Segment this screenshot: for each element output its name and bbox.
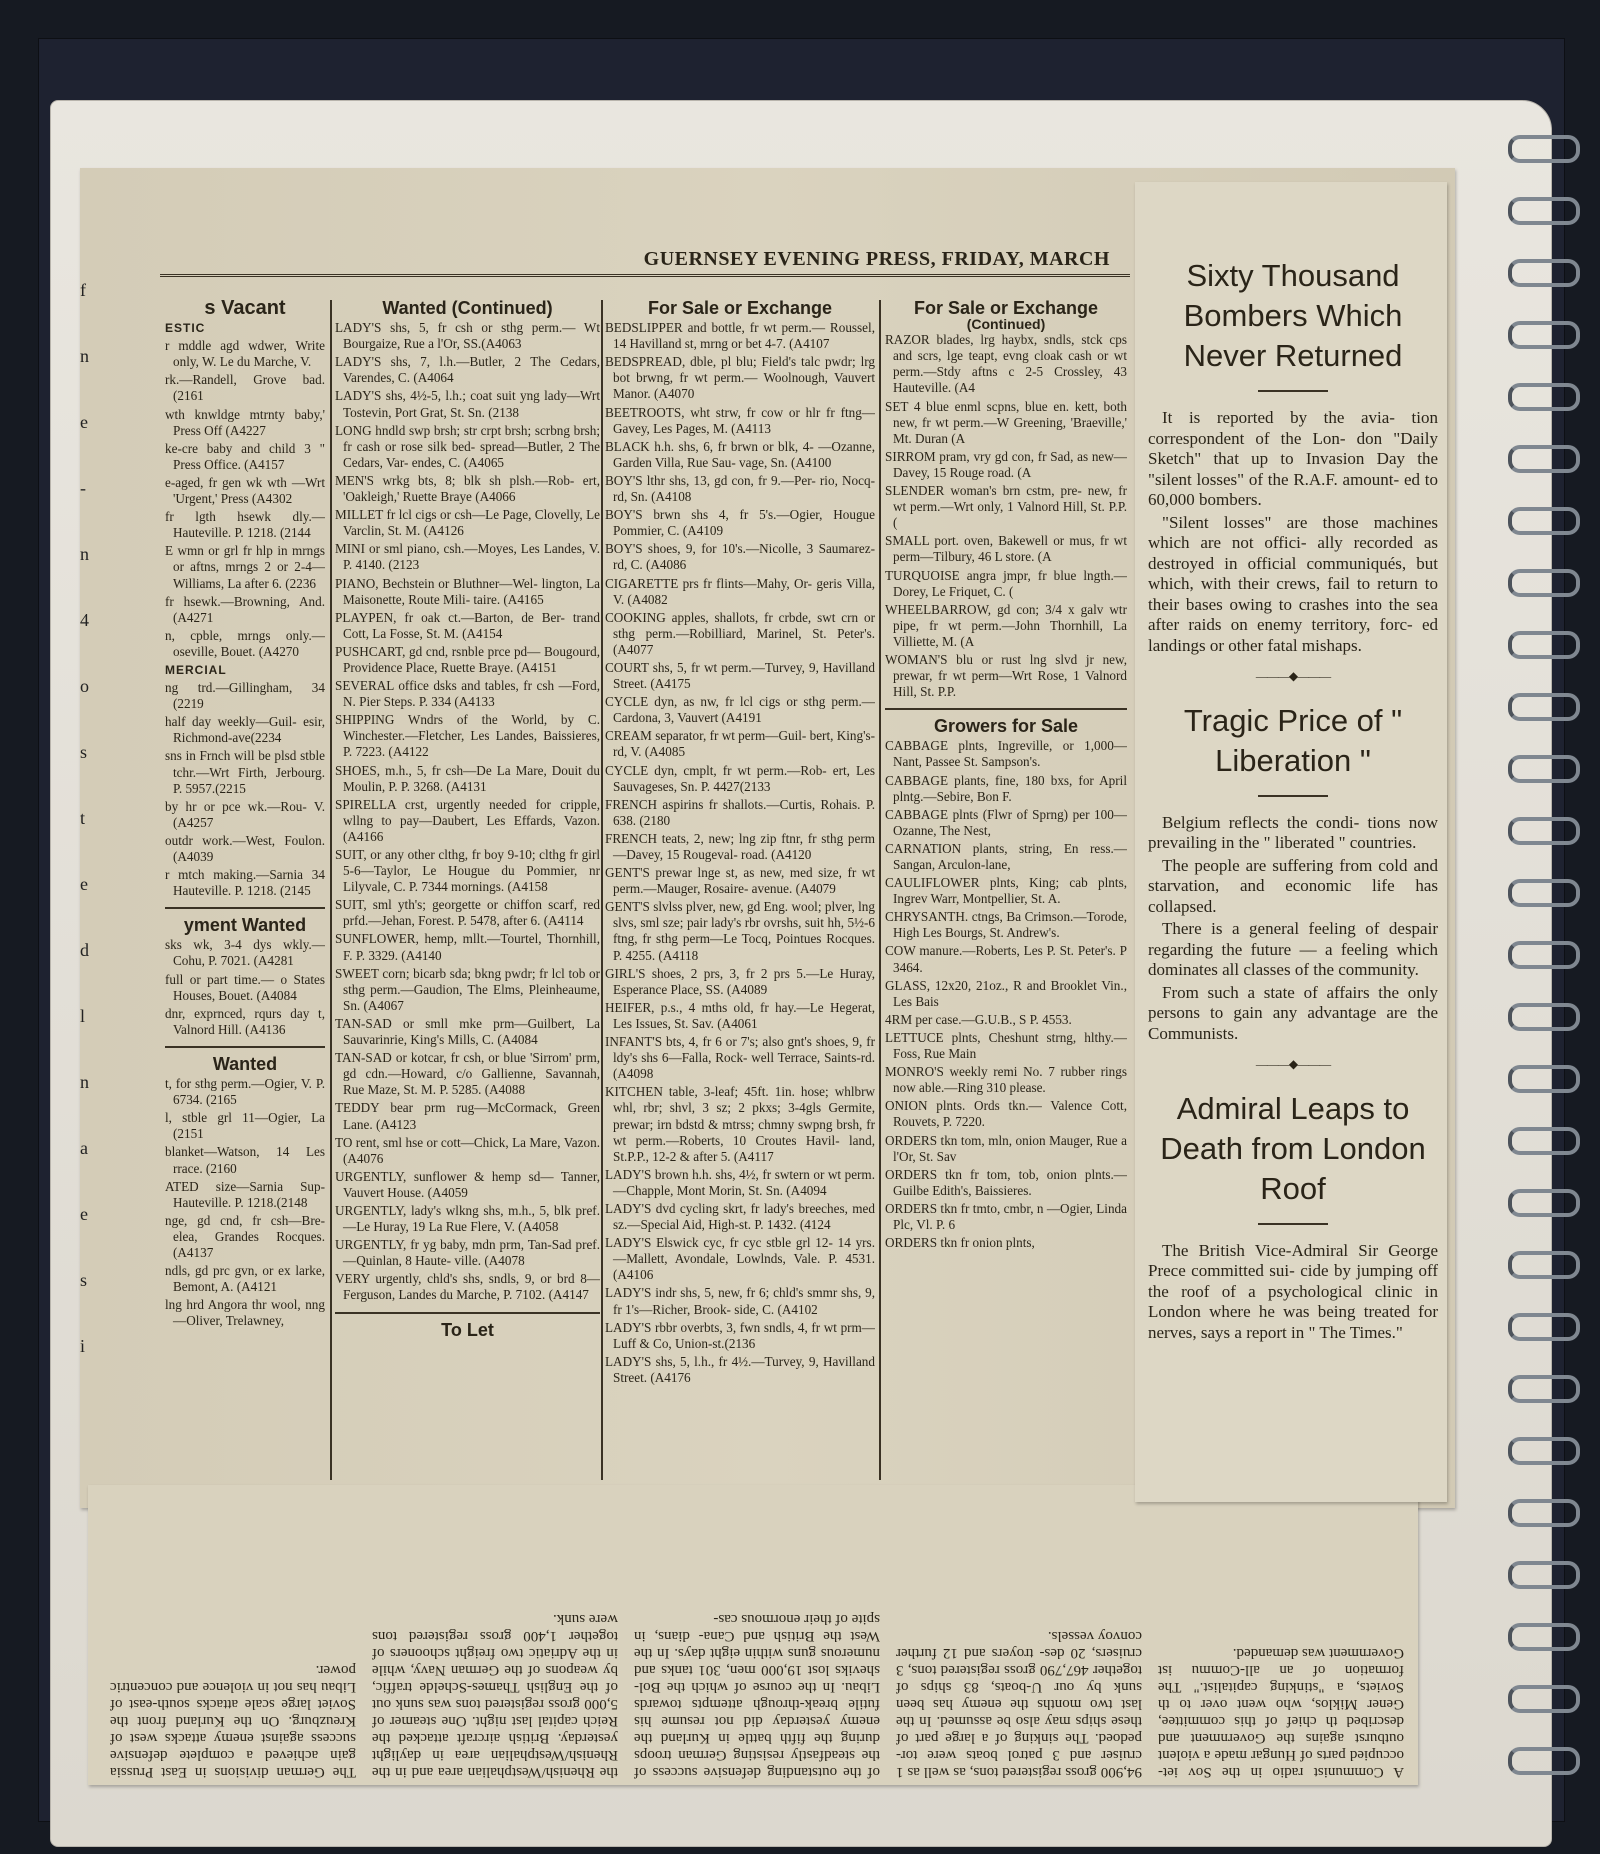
binder-ring <box>1508 1251 1580 1279</box>
binder-ring <box>1508 631 1580 659</box>
classified-ad: SHOES, m.h., 5, fr csh—De La Mare, Douit du Moulin, P. P. 3268. (A4131 <box>335 762 600 794</box>
classified-ad: WOMAN'S blu or rust lng slvd jr new, prewar, fr wt perm—Wrt Rose, 1 Valnord Hill, St. P.P. <box>885 651 1127 700</box>
classified-ad: LADY'S Elswick cyc, fr cyc stble grl 12- 14 yrs.—Mallett, Avondale, Lowlnds, Vale. P. 4531. (A4106 <box>605 1235 875 1283</box>
classified-ad: half day weekly—Guil- esir, Richmond-ave(2234 <box>165 714 325 746</box>
column-heading-3: Wanted <box>212 1053 278 1074</box>
classified-ad: MONRO'S weekly remi No. 7 rubber rings now able.—Ring 310 please. <box>885 1064 1127 1096</box>
classified-ad: r mddle agd wdwer, Write only, W. Le du Marche, V. <box>165 338 325 370</box>
inverted-article-column: The German divisions in East Prussia gain achieved a complete defensive success against enemy attacks west of Kreuzburg. On the Kurland front the Soviet large scale attacks south-east of Libau has not in violence and concentric power. <box>110 1662 356 1780</box>
margin-letter: n <box>80 1072 89 1092</box>
margin-letter: a <box>80 1138 88 1158</box>
column-heading-2: Growers for Sale <box>933 716 1079 737</box>
column-for-sale-continued <box>885 300 1127 1480</box>
story-divider: ———◆——— <box>1255 669 1331 683</box>
headline-rule <box>1258 795 1328 797</box>
binder-ring <box>1508 507 1580 535</box>
classified-ad: LETTUCE plnts, Cheshunt strng, hlthy.—Foss, Rue Main <box>885 1029 1127 1062</box>
classified-ad: ORDERS tkn fr onion plnts, <box>885 1235 1035 1251</box>
classified-ad: CREAM separator, fr wt perm—Guil- bert, King's-rd, V. (A4085 <box>605 728 875 760</box>
masthead-title: GUERNSEY EVENING PRESS, FRIDAY, MARCH <box>643 248 1110 270</box>
classified-ad: sks wk, 3-4 dys wkly.— Cohu, P. 7021. (A4281 <box>165 937 325 969</box>
column-wanted-continued <box>335 300 600 1480</box>
classified-ad: SET 4 blue enml scpns, blue en. kett, both new, fr wt perm.—W Greening, 'Braeville,' Mt. Duran (A <box>885 398 1127 446</box>
margin-letter: e <box>80 1204 88 1224</box>
column-heading: For Sale or Exchange <box>647 300 833 318</box>
article-paragraph: The people are suffering from cold and starvation, and economic life has collapsed. <box>1148 855 1438 916</box>
binder-ring <box>1508 941 1580 969</box>
binder-ring <box>1508 383 1580 411</box>
classified-ad: LADY'S dvd cycling skrt, fr lady's breeches, med sz.—Special Aid, High-st. P. 1432. (4124 <box>605 1200 875 1233</box>
classified-ad: BOY'S lthr shs, 13, gd con, fr 9.—Per- rio, Nocq-rd, Sn. (A4108 <box>605 472 875 505</box>
classified-ad: CYCLE dyn, cmplt, fr wt perm.—Rob- ert, Les Sauvageses, Sn. P. 4427(2133 <box>605 762 875 794</box>
binder-ring <box>1508 755 1580 783</box>
column-heading: s Vacant <box>204 300 286 319</box>
binder-ring <box>1508 321 1580 349</box>
classified-ad: SHIPPING Wndrs of the World, by C. Winchester.—Fletcher, Les Landes, Baissieres, P. 7223. (A4122 <box>335 712 600 760</box>
classified-ad: TEDDY bear prm rug—McCormack, Green Lane. (A4123 <box>335 1100 600 1132</box>
section-label: ESTIC <box>165 321 206 336</box>
classified-ad: SUIT, sml yth's; georgette or chiffon scarf, red prfd.—Jehan, Forest. P. 5478, after 6. (A4114 <box>335 897 600 929</box>
inverted-article-column: 94,900 gross registered tons, as well as 1 cruiser and 3 patrol boats were tor- pedoed. The sinking of a large part of these ships may also be assumed. In the last two months the enemy has been sunk by our U-boats, 83 ships of together 467,790 gross registered tons, 3 cruisers, 20 des- troyers and 12 further convoy vessels. <box>896 1628 1142 1780</box>
classified-ad: GENT'S slvlss plver, new, gd Eng. wool; plver, lng slvs, sml sze; pair lady's rbr ovrshs, suit hh, 5½-6 ftng, fr sthg perm—Le Tocq, Pointues Rocques. P. 4255. (A4118 <box>605 899 875 963</box>
classified-ad: TAN-SAD or kotcar, fr csh, or blue 'Sirrom' prm, gd cdn.—Howard, c/o Gallienne, Savannah, Rue Maze, St. M. P. 5285. (A4088 <box>335 1050 600 1098</box>
margin-letter: f <box>80 280 86 300</box>
binder-ring <box>1508 569 1580 597</box>
classified-ad: CABBAGE plants, fine, 180 bxs, for April plntg.—Sebire, Bon F. <box>885 772 1127 804</box>
classified-ad: e-aged, fr gen wk wth —Wrt 'Urgent,' Press (A4302 <box>165 474 325 507</box>
classified-ad: KITCHEN table, 3-leaf; 45ft. 1in. hose; whlbrw whl, rbr; shvl, 3 sz; 2 pkxs; 3-4gls Germite, prewar; irn bdstd & mtrss; chmny swpng brsh, fr wt perm.—Roberts, 10 Croutes Havil- land, St.P.P., 12-2 & after 5. (A4117 <box>605 1084 875 1164</box>
classified-ad: SMALL port. oven, Bakewell or mus, fr wt perm—Tilbury, 46 L store. (A <box>885 533 1127 565</box>
classified-ad: CABBAGE plnts (Flwr of Sprng) per 100— Ozanne, The Nest, <box>885 806 1127 838</box>
article-paragraph: Belgium reflects the condi- tions now prevailing in the " liberated " countries. <box>1148 812 1438 852</box>
binder-ring <box>1508 135 1580 163</box>
section-label: MERCIAL <box>165 662 227 677</box>
classified-ad: URGENTLY, sunflower & hemp sd— Tanner, Vauvert House. (A4059 <box>335 1168 600 1200</box>
classified-ad: E wmn or grl fr hlp in mrngs or aftns, mrngs 2 or 2-4—Williams, La after 6. (2236 <box>165 543 325 591</box>
classified-ad: t, for sthg perm.—Ogier, V. P. 6734. (2165 <box>165 1076 325 1108</box>
classified-ad: SIRROM pram, vry gd con, fr Sad, as new—Davey, 15 Rouge road. (A <box>885 448 1127 480</box>
classified-ad: VERY urgently, chld's shs, sndls, 9, or brd 8—Ferguson, Landes du Marche, P. 7102. (A4147 <box>335 1271 600 1303</box>
classified-ad: ORDERS tkn fr tom, tob, onion plnts.—Guilbe Edith's, Baissieres. <box>885 1166 1127 1198</box>
article-paragraph: The British Vice-Admiral Sir George Prece committed sui- cide by jumping off the roof of a psychological clinic in London where he was being treated for nerves, says a report in " The Times." <box>1148 1240 1438 1342</box>
classified-ad: SWEET corn; bicarb sda; bkng pwdr; fr lcl tob or sthg perm.—Gaudion, The Elms, Pleinheaume, Sn. (A4067 <box>335 965 600 1013</box>
headline-rule <box>1258 390 1328 392</box>
classified-ad: URGENTLY, fr yg baby, mdn prm, Tan-Sad pref.—Quinlan, 8 Haute- ville. (A4078 <box>335 1237 600 1269</box>
margin-letter: d <box>80 940 89 960</box>
classified-ad: ke-cre baby and child 3 " Press Office. (A4157 <box>165 440 325 472</box>
newspaper-masthead <box>160 246 1130 277</box>
article-paragraph: "Silent losses" are those machines which are not offici- ally recorded as destroyed in official communiqués, but which, with their crews, fail to return to their bases owing to crashes into the sea after raids on enemy territory, forc- ed landings or other fatal mishaps. <box>1148 512 1438 655</box>
binder-ring <box>1508 1623 1580 1651</box>
classified-ad: BOY'S brwn shs 4, fr 5's.—Ogier, Hougue Pommier, C. (A4109 <box>605 507 875 539</box>
article-paragraph: It is reported by the avia- tion correspondent of the Lon- don "Daily Sketch" that up to Invasion Day the "silent losses" of the R.A.F. amount- ed to 60,000 bombers. <box>1148 408 1438 509</box>
column-divider <box>601 300 603 1480</box>
classified-ad: PLAYPEN, fr oak ct.—Barton, de Ber- trand Cott, La Fosse, St. M. (A4154 <box>335 609 600 641</box>
margin-letter: n <box>80 544 89 564</box>
binder-ring <box>1508 1313 1580 1341</box>
inverted-article-column: of the outstanding defensive success of the steadfastly resisting German troops during the fifth battle in Kurland the enemy yesterday did not resume his futile break-through attempts towards Libau. In the course of which the Bol- sheviks lost 19,000 men, 301 tanks and numerous guns within eight days. In the West the British and Cana- dians, in spite of their enormous cas- <box>634 1611 880 1780</box>
headline-admiral-leaps: Admiral Leaps to Death from London Roof <box>1160 1090 1426 1206</box>
classified-ad: LADY'S rbbr overbts, 3, fwn sndls, 4, fr wt prm—Luff & Co, Union-st.(2136 <box>605 1319 875 1351</box>
classified-ad: ONION plnts. Ords tkn.— Valence Cott, Rouvets, P. 7220. <box>885 1098 1127 1130</box>
classified-ad: SPIRELLA crst, urgently needed for cripple, wllng to pay—Daubert, Les Effards, Vazon. (A4166 <box>335 796 600 844</box>
classified-ad: INFANT'S bts, 4, fr 6 or 7's; also gnt's shoes, 9, fr ldy's shs 6—Falla, Rock- well Terrace, Saints-rd. (A4098 <box>605 1034 875 1082</box>
margin-letter: o <box>80 676 89 696</box>
classified-ad: CYCLE dyn, as nw, fr lcl cigs or sthg perm.—Cardona, 3, Vauvert (A4191 <box>605 694 875 726</box>
binder-ring <box>1508 445 1580 473</box>
article-paragraph: From such a state of affairs the only persons to gain any advantage are the Communists. <box>1148 982 1438 1043</box>
classified-ad: TO rent, sml hse or cott—Chick, La Mare, Vazon. (A4076 <box>335 1134 600 1166</box>
classified-ad: CHRYSANTH. ctngs, Ba Crimson.—Torode, High Les Bourgs, St. Andrew's. <box>885 909 1127 941</box>
column-heading-2: To Let <box>441 1319 494 1340</box>
binder-ring <box>1508 1437 1580 1465</box>
classified-ad: SUIT, or any other clthg, fr boy 9-10; clthg fr girl 5-6—Taylor, Le Hougue du Pommier, nr Lilyvale, C. P. 7344 mornings. (A4158 <box>335 847 600 895</box>
margin-letter: - <box>80 478 86 498</box>
classified-ad: nge, gd cnd, fr csh—Bre- elea, Grandes Rocques. (A4137 <box>165 1212 325 1260</box>
classified-ad: l, stble grl 11—Ogier, La (2151 <box>165 1110 325 1142</box>
classified-ad: CIGARETTE prs fr flints—Mahy, Or- geris Villa, V. (A4082 <box>605 575 875 607</box>
classified-ad: COURT shs, 5, fr wt perm.—Turvey, 9, Havilland Street. (A4175 <box>605 659 875 692</box>
upside-down-clipping-text <box>100 1570 1410 1780</box>
binder-ring <box>1508 1561 1580 1589</box>
classified-ad: ORDERS tkn tom, mln, onion Mauger, Rue a l'Or, St. Sav <box>885 1132 1127 1164</box>
column-subheading: (Continued) <box>966 316 1046 333</box>
classified-ad: LADY'S brown h.h. shs, 4½, fr swtern or wt perm.—Chapple, Mont Morin, St. Sn. (A4094 <box>605 1166 875 1198</box>
binder-ring <box>1508 1499 1580 1527</box>
classified-ad: CAULIFLOWER plnts, King; cab plnts, Ingrev Warr, Montpellier, St. A. <box>885 875 1127 907</box>
classified-ad: FRENCH aspirins fr shallots.—Curtis, Rohais. P. 638. (2180 <box>605 796 875 828</box>
classified-ad: MILLET fr lcl cigs or csh—Le Page, Clovelly, Le Varclin, St. M. (A4126 <box>335 507 600 539</box>
column-divider <box>879 300 881 1480</box>
classified-ad: r mtch making.—Sarnia 34 Hauteville. P. 1218. (2145 <box>165 867 325 899</box>
classified-ad: ATED size—Sarnia Sup- Hauteville. P. 1218.(2148 <box>165 1178 325 1210</box>
margin-letter: e <box>80 412 88 432</box>
classified-ad: fr hsewk.—Browning, And. (A4271 <box>165 593 325 625</box>
classified-ad: LONG hndld swp brsh; str crpt brsh; scrbng brsh; fr cash or rose silk bed- spread—Butler, 2 The Cedars, Var- endes, C. (A4065 <box>335 422 600 470</box>
classified-ad: rk.—Randell, Grove bad. (2161 <box>165 372 325 404</box>
classified-ad: fr lgth hsewk dly.— Hauteville. P. 1218. (2144 <box>165 509 325 541</box>
classified-ad: TURQUOISE angra jmpr, fr blue lngth.—Dorey, Le Friquet, C. ( <box>885 567 1127 599</box>
classified-ad: LADY'S shs, 4½-5, l.h.; coat suit yng lady—Wrt Tostevin, Port Grat, St. Sn. (2138 <box>335 388 600 420</box>
headline-tragic-price: Tragic Price of " Liberation " <box>1183 702 1403 778</box>
classified-ad: PUSHCART, gd cnd, rsnble prce pd— Bougourd, Providence Place, Ruette Braye. (A4151 <box>335 643 600 675</box>
classified-ad: BOY'S shoes, 9, for 10's.—Nicolle, 3 Saumarez-rd, C. (A4086 <box>605 541 875 573</box>
classified-ad: HEIFER, p.s., 4 mths old, fr hay.—Le Hegerat, Les Issues, St. Sav. (A4061 <box>605 999 875 1031</box>
margin-letter: s <box>80 1270 88 1290</box>
feature-column <box>1148 252 1438 1502</box>
classified-ad: GIRL'S shoes, 2 prs, 3, fr 2 prs 5.—Le Huray, Esperance Place, SS. (A4089 <box>605 965 875 997</box>
classified-ad: SEVERAL office dsks and tables, fr csh —Ford, N. Pier Steps. P. 334 (A4133 <box>335 678 600 710</box>
inverted-article-column: the Rhenish/Westphalian area and in the Rhenish/Westphalian area in daylight yesterday. British aircraft attacked the Reich capital last night. One steamer of 5,000 gross registered tons was sunk out of the English Thames-Schelde traffic, by weapons of the German Navy, while in the Adriatic two freight schooners of together 1,400 gross registered tons were sunk. <box>372 1611 618 1780</box>
classified-ad: by hr or pce wk.—Rou- V. (A4257 <box>165 798 325 830</box>
column-heading: Wanted (Continued) <box>382 300 553 318</box>
binder-ring <box>1508 197 1580 225</box>
binder-ring <box>1508 1685 1580 1713</box>
margin-letter: e <box>80 874 88 894</box>
binder-ring <box>1508 1065 1580 1093</box>
margin-letter: i <box>80 1336 86 1356</box>
binder-ring <box>1508 1747 1580 1775</box>
classified-ad: BEETROOTS, wht strw, fr cow or hlr fr ftng—Gavey, Les Pages, M. (A4113 <box>605 404 875 436</box>
margin-letter: n <box>80 346 89 366</box>
classified-ad: PIANO, Bechstein or Bluthner—Wel- lington, La Maisonette, Route Mili- taire. (A4165 <box>335 575 600 607</box>
classified-ad: lng hrd Angora thr wool, nng—Oliver, Trelawney, <box>165 1297 325 1329</box>
classified-ad: dnr, exprnced, rqurs day t, Valnord Hill. (A4136 <box>165 1005 325 1037</box>
binder-ring <box>1508 1003 1580 1031</box>
column-situations-vacant <box>165 300 325 1480</box>
classified-ad: blanket—Watson, 14 Les rrace. (2160 <box>165 1144 325 1176</box>
classified-ad: outdr work.—West, Foulon. (A4039 <box>165 832 325 864</box>
classified-ad: MEN'S wrkg bts, 8; blk sh plsh.—Rob- ert, 'Oakleigh,' Ruette Braye (A4066 <box>335 472 600 505</box>
classified-ad: ORDERS tkn fr tmto, cmbr, n —Ogier, Linda Plc, Vl. P. 6 <box>885 1200 1127 1232</box>
classified-ad: wth knwldge mtrnty baby,' Press Off (A4227 <box>165 406 325 438</box>
headline-sixty-thousand: Sixty Thousand Bombers Which Never Returned <box>1183 258 1403 373</box>
classified-ad: CABBAGE plnts, Ingreville, or 1,000—Nant, Passee St. Sampson's. <box>885 738 1127 770</box>
classified-ad: TAN-SAD or smll mke prm—Guilbert, La Sauvarinrie, King's Mills, C. (A4084 <box>335 1015 600 1048</box>
inverted-article-column: A Communist radio in the Sov iet-occupied parts of Hungar made a violent outburst agains the Government and described th chief of this committee, Gener Miklos, who went over to th Soviets, a "stinking capitalist." The formation of an all-Commu ist Government was demanded. <box>1158 1645 1404 1780</box>
binder-ring <box>1508 1189 1580 1217</box>
classified-ad: ndls, gd prc gvn, or ex larke, Bemont, A. (A4121 <box>165 1263 325 1295</box>
classified-ad: BEDSPREAD, dble, pl blu; Field's talc pwdr; lrg bot brwng, fr wt perm.— Woolnough, Vauvert Manor. (A4070 <box>605 354 875 402</box>
classified-ad: FRENCH teats, 2, new; lng zip ftnr, fr sthg perm—Davey, 15 Rougeval- road. (A4120 <box>605 830 875 862</box>
binder-rings <box>1510 115 1580 1815</box>
margin-letter: l <box>80 1006 86 1026</box>
classified-ad: SUNFLOWER, hemp, mllt.—Tourtel, Thornhill, F. P. 3329. (A4140 <box>335 931 600 963</box>
classified-ad: COOKING apples, shallots, fr crbde, swt crn or sthg perm.—Robilliard, Marinel, St. Peter's. (A4077 <box>605 609 875 657</box>
margin-letter: t <box>80 808 86 828</box>
margin-letters <box>80 280 98 1402</box>
classified-ad: SLENDER woman's brn cstm, pre- new, fr wt perm.—Wrt only, 1 Valnord Hill, St. P.P. ( <box>885 483 1127 531</box>
classified-ad: GLASS, 12x20, 21oz., R and Brooklet Vin., Les Bais <box>885 977 1127 1009</box>
classified-ad: n, cpble, mrngs only.— oseville, Bouet. (A4270 <box>165 627 325 659</box>
classified-ad: BEDSLIPPER and bottle, fr wt perm.— Roussel, 14 Havilland st, mrng or bet 4-7. (A4107 <box>605 320 875 352</box>
binder-ring <box>1508 693 1580 721</box>
classified-ad: sns in Frnch will be plsd stble tchr.—Wrt Firth, Jerbourg. P. 5957.(2215 <box>165 748 325 796</box>
classified-ad: URGENTLY, lady's wlkng shs, m.h., 5, blk pref.—Le Huray, 19 La Rue Flere, V. (A4058 <box>335 1202 600 1235</box>
article-paragraph: There is a general feeling of despair regarding the future — a feeling which dominates all classes of the community. <box>1148 919 1438 979</box>
classified-ad: LADY'S shs, 5, l.h., fr 4½.—Turvey, 9, Havilland Street. (A4176 <box>605 1353 875 1385</box>
classified-ad: 4RM per case.—G.U.B., S P. 4553. <box>885 1011 1072 1027</box>
classified-ad: COW manure.—Roberts, Les P. St. Peter's. P 3464. <box>885 943 1127 975</box>
column-divider <box>330 300 332 1480</box>
column-heading: For Sale or Exchange <box>913 300 1099 318</box>
binder-ring <box>1508 879 1580 907</box>
classified-ad: GENT'S prewar lnge st, as new, med size, fr wt perm.—Mauger, Rosaire- avenue. (A4079 <box>605 865 875 897</box>
classified-ad: ng trd.—Gillingham, 34 (2219 <box>165 680 325 712</box>
classified-ad: LADY'S shs, 7, l.h.—Butler, 2 The Cedars, Varendes, C. (A4064 <box>335 354 600 386</box>
classified-ad: full or part time.— o States Houses, Bouet. (A4084 <box>165 971 325 1003</box>
classified-ad: MINI or sml piano, csh.—Moyes, Les Landes, V. P. 4140. (2123 <box>335 541 600 573</box>
margin-letter: 4 <box>80 610 89 630</box>
margin-letter: s <box>80 742 88 762</box>
column-for-sale <box>605 300 875 1480</box>
classified-ad: LADY'S indr shs, 5, new, fr 6; chld's smmr shs, 9, fr 1's—Richer, Brook- side, C. (A4102 <box>605 1285 875 1317</box>
classified-ad: RAZOR blades, lrg haybx, sndls, stck cps and scrs, lge teapt, evng cloak cash or wt perm.—Stdy aftns c 2-5 Crossley, 43 Hauteville. (A4 <box>885 332 1127 396</box>
story-divider: ———◆——— <box>1255 1057 1331 1071</box>
classified-ad: BLACK h.h. shs, 6, fr brwn or blk, 4- —Ozanne, Garden Villa, Rue Sau- vage, Sn. (A4100 <box>605 438 875 470</box>
binder-ring <box>1508 817 1580 845</box>
binder-ring <box>1508 1375 1580 1403</box>
column-heading-2: yment Wanted <box>183 915 307 936</box>
classified-ad: WHEELBARROW, gd con; 3/4 x galv wtr pipe, fr wt perm.—John Thornhill, La Villiette, M. (A <box>885 601 1127 649</box>
binder-ring <box>1508 259 1580 287</box>
binder-ring <box>1508 1127 1580 1155</box>
classified-ad: LADY'S shs, 5, fr csh or sthg perm.— Wt Bourgaize, Rue a l'Or, SS.(A4063 <box>335 320 600 352</box>
classified-ad: CARNATION plants, string, En ress.—Sangan, Arculon-lane, <box>885 840 1127 872</box>
headline-rule <box>1258 1223 1328 1225</box>
